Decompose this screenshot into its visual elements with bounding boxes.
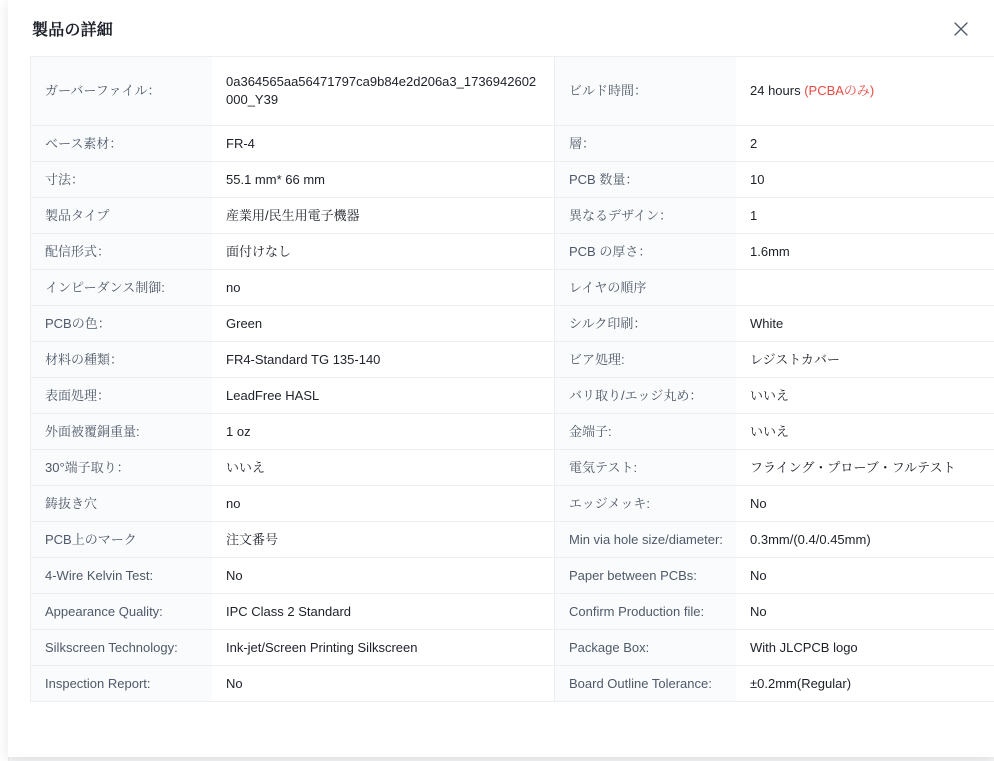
spec-label-left: 外面被覆銅重量:	[31, 414, 213, 450]
table-row	[31, 666, 994, 702]
spec-value-left: FR-4	[212, 126, 555, 162]
spec-value-right: No	[736, 594, 994, 630]
spec-value-right: No	[736, 558, 994, 594]
spec-label-left: 寸法：	[31, 162, 213, 198]
spec-value-left: LeadFree HASL	[212, 378, 555, 414]
spec-label-left: 4-Wire Kelvin Test:	[31, 558, 213, 594]
table-row	[31, 57, 994, 126]
spec-label-left: Inspection Report:	[31, 666, 213, 702]
spec-value-left: いいえ	[212, 450, 555, 486]
table-row	[31, 126, 994, 162]
spec-value-right: 0.3mm/(0.4/0.45mm)	[736, 522, 994, 558]
spec-label-right: Package Box:	[555, 630, 737, 666]
table-row	[31, 630, 994, 666]
spec-label-right: 異なるデザイン：	[555, 198, 737, 234]
spec-label-left: Silkscreen Technology:	[31, 630, 213, 666]
spec-value-right: いいえ	[736, 414, 994, 450]
table-row	[31, 270, 994, 306]
spec-value-left: IPC Class 2 Standard	[212, 594, 555, 630]
spec-label-left: ベース素材：	[31, 126, 213, 162]
spec-label-left: 製品タイプ	[31, 198, 213, 234]
spec-label-right: シルク印刷：	[555, 306, 737, 342]
table-row	[31, 198, 994, 234]
spec-value-left: No	[212, 558, 555, 594]
spec-label-right: PCB の厚さ：	[555, 234, 737, 270]
spec-label-right: 層：	[555, 126, 737, 162]
spec-value-right-note: (PCBAのみ)	[804, 83, 875, 99]
spec-value-right: フライング・プローブ・フルテスト	[736, 450, 994, 486]
spec-value-right: No	[736, 486, 994, 522]
spec-value-left: no	[212, 270, 555, 306]
table-row	[31, 594, 994, 630]
spec-value-right: 1	[736, 198, 994, 234]
spec-label-right: レイヤの順序	[555, 270, 737, 306]
spec-label-right: ビルド時間：	[555, 57, 737, 126]
product-details-modal	[8, 0, 994, 757]
spec-value-right: 10	[736, 162, 994, 198]
table-row	[31, 522, 994, 558]
spec-value-left: 55.1 mm* 66 mm	[212, 162, 555, 198]
spec-value-left: Ink-jet/Screen Printing Silkscreen	[212, 630, 555, 666]
spec-label-right: ビア処理:	[555, 342, 737, 378]
spec-value-right: 2	[736, 126, 994, 162]
spec-value-right: White	[736, 306, 994, 342]
spec-label-left: 配信形式：	[31, 234, 213, 270]
modal-header	[8, 0, 994, 56]
spec-label-left: 鋳抜き穴	[31, 486, 213, 522]
spec-value-left: no	[212, 486, 555, 522]
spec-label-left: PCB上のマーク	[31, 522, 213, 558]
spec-label-right: Board Outline Tolerance:	[555, 666, 737, 702]
spec-value-left: 注文番号	[212, 522, 555, 558]
spec-label-left: Appearance Quality:	[31, 594, 213, 630]
spec-label-right: Paper between PCBs:	[555, 558, 737, 594]
spec-value-left: FR4-Standard TG 135-140	[212, 342, 555, 378]
spec-value-right: レジストカバー	[736, 342, 994, 378]
table-row	[31, 162, 994, 198]
spec-label-right: 電気テスト:	[555, 450, 737, 486]
spec-label-left: PCBの色：	[31, 306, 213, 342]
table-row	[31, 378, 994, 414]
spec-label-right: PCB 数量：	[555, 162, 737, 198]
spec-label-left: ガーバーファイル：	[31, 57, 213, 126]
spec-value-right	[736, 57, 994, 126]
spec-value-right-text: 24 hours	[750, 83, 805, 99]
spec-label-right: Confirm Production file:	[555, 594, 737, 630]
spec-value-left: Green	[212, 306, 555, 342]
table-row	[31, 306, 994, 342]
spec-value-left: 0a364565aa56471797ca9b84e2d206a3_1736942602000_Y39	[212, 57, 555, 126]
table-row	[31, 342, 994, 378]
spec-value-right: ±0.2mm(Regular)	[736, 666, 994, 702]
spec-value-right: With JLCPCB logo	[736, 630, 994, 666]
spec-value-right	[736, 270, 994, 306]
page-title: 製品の詳細	[32, 21, 114, 39]
spec-value-left: 1 oz	[212, 414, 555, 450]
table-row	[31, 234, 994, 270]
product-spec-table	[30, 56, 994, 702]
spec-value-left: 面付けなし	[212, 234, 555, 270]
spec-label-right: エッジメッキ:	[555, 486, 737, 522]
spec-label-left: 30°端子取り：	[31, 450, 213, 486]
spec-value-left: 産業用/民生用電子機器	[212, 198, 555, 234]
table-row	[31, 450, 994, 486]
spec-label-left: 表面処理：	[31, 378, 213, 414]
spec-label-right: Min via hole size/diameter:	[555, 522, 737, 558]
spec-value-left: No	[212, 666, 555, 702]
table-row	[31, 486, 994, 522]
table-row	[31, 558, 994, 594]
close-icon[interactable]	[950, 18, 972, 40]
spec-label-left: 材料の種類：	[31, 342, 213, 378]
spec-label-right: バリ取り/エッジ丸め：	[555, 378, 737, 414]
table-row	[31, 414, 994, 450]
spec-label-left: インピーダンス制御:	[31, 270, 213, 306]
spec-label-right: 金端子:	[555, 414, 737, 450]
spec-value-right: いいえ	[736, 378, 994, 414]
spec-value-right: 1.6mm	[736, 234, 994, 270]
